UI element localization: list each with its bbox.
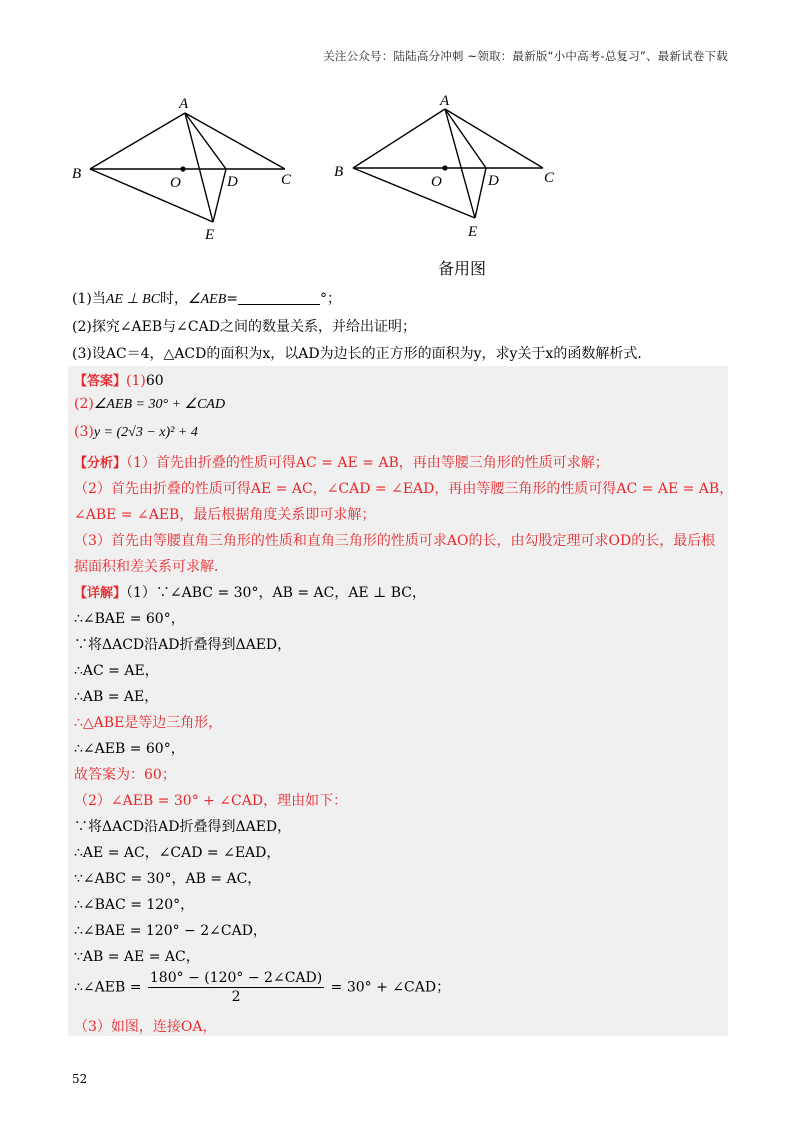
detail-line-15: ∵AB = AE = AC， bbox=[74, 949, 200, 965]
detail-line-6: ∴△ABE是等边三角形， bbox=[74, 715, 223, 731]
detail-line-14: ∴∠BAE = 120° − 2∠CAD， bbox=[74, 923, 267, 939]
detail-line-8: 故答案为：60； bbox=[74, 767, 176, 783]
question-1: (1)当AE ⊥ BC时，∠AEB= °； bbox=[72, 291, 341, 307]
geometry-diagram bbox=[60, 92, 580, 282]
label-d-right: D bbox=[488, 173, 499, 189]
detail-line-10: ∵将ΔACD沿AD折叠得到ΔAED， bbox=[74, 819, 292, 835]
question-3: (3)设AC＝4，△ACD的面积为x，以AD为边长的正方形的面积为y，求y关于x的函数解析式． bbox=[72, 346, 652, 362]
label-e-right: E bbox=[468, 224, 478, 240]
detail-line-12: ∵∠ABC = 30°，AB = AC， bbox=[74, 871, 262, 887]
label-d-left: D bbox=[227, 174, 238, 190]
detail-line-16: ∴∠AEB = $\frac{\text{180° − (120° − 2∠CAD)}}{2}$ = 30° + ∠CAD； bbox=[74, 970, 451, 1005]
point-o-right bbox=[442, 165, 447, 170]
detail-line-9: （2）∠AEB = 30° + ∠CAD，理由如下： bbox=[74, 793, 348, 809]
detail-line-11: ∴AE = AC，∠CAD = ∠EAD， bbox=[74, 845, 281, 861]
analysis-line-1: 【分析】（1）首先由折叠的性质可得AC = AE = AB，再由等腰三角形的性质可求解； bbox=[74, 455, 609, 471]
label-e-left: E bbox=[205, 227, 215, 243]
analysis-line-5: 据面积和差关系可求解． bbox=[74, 559, 228, 575]
answer-box bbox=[68, 366, 734, 1036]
answer-line-3: (3)y = (2√3 − x)² + 4 bbox=[74, 424, 198, 440]
label-b-right: B bbox=[334, 164, 344, 180]
figure-caption: 备用图 bbox=[438, 259, 487, 278]
answer-line-2: (2)∠AEB = 30° + ∠CAD bbox=[74, 396, 226, 412]
question-2: (2)探究∠AEB与∠CAD之间的数量关系，并给出证明； bbox=[72, 319, 416, 335]
page-header: 关注公众号：陆陆高分冲刺 ~领取：最新版“小中高考-总复习”、最新试卷下载 bbox=[323, 49, 728, 63]
label-a-left: A bbox=[179, 96, 189, 112]
left-figure bbox=[90, 113, 285, 222]
label-o-right: O bbox=[431, 174, 442, 190]
answer-line-1: 【答案】(1)60 bbox=[74, 373, 164, 389]
label-b-left: B bbox=[72, 166, 82, 182]
detail-line-5: ∴AB = AE， bbox=[74, 689, 159, 705]
analysis-line-2: （2）首先由折叠的性质可得AE = AC，∠CAD = ∠EAD，再由等腰三角形的性质可得AC = AE = AB， bbox=[74, 481, 734, 497]
label-c-left: C bbox=[281, 172, 292, 188]
fraction: $\frac{\text{180° − (120° − 2∠CAD)}}{2}$ bbox=[149, 970, 323, 1005]
right-figure bbox=[353, 109, 543, 218]
page-number: 52 bbox=[72, 1072, 88, 1086]
answer-blank[interactable] bbox=[238, 292, 320, 305]
label-a-right: A bbox=[440, 93, 450, 109]
label-o-left: O bbox=[170, 175, 181, 191]
label-c-right: C bbox=[544, 170, 555, 186]
detail-line-13: ∴∠BAC = 120°， bbox=[74, 897, 195, 913]
analysis-line-3: ∠ABE = ∠AEB，最后根据角度关系即可求解； bbox=[74, 507, 376, 523]
analysis-line-4: （3）首先由等腰直角三角形的性质和直角三角形的性质可求AO的长，由勾股定理可求OD的长，最后根 bbox=[74, 533, 716, 549]
point-o-left bbox=[180, 166, 185, 171]
geometry-figure bbox=[60, 92, 580, 282]
detail-line-1: 【详解】（1）∵∠ABC = 30°，AB = AC，AE ⊥ BC， bbox=[74, 585, 426, 601]
detail-line-17: （3）如图，连接OA， bbox=[74, 1019, 217, 1035]
detail-line-4: ∴AC = AE， bbox=[74, 663, 159, 679]
detail-line-2: ∴∠BAE = 60°， bbox=[74, 611, 185, 627]
detail-line-7: ∴∠AEB = 60°， bbox=[74, 741, 185, 757]
detail-line-3: ∵将ΔACD沿AD折叠得到ΔAED， bbox=[74, 637, 292, 653]
